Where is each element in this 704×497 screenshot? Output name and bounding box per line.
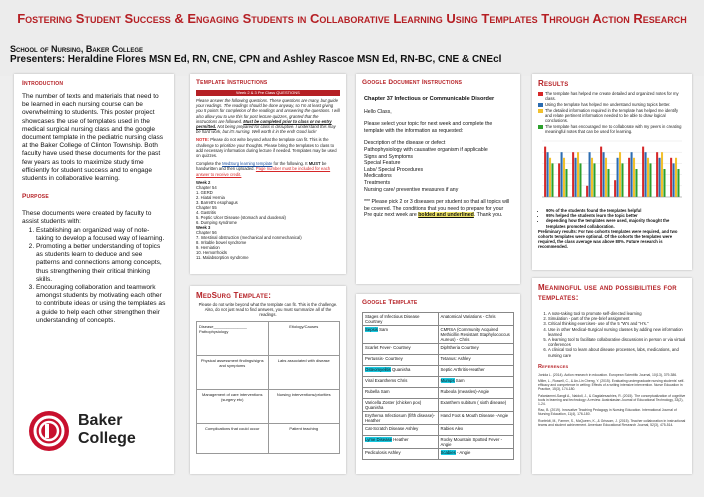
legend-swatch: [538, 109, 543, 113]
bar: [561, 152, 563, 197]
results-heading: Results: [538, 79, 569, 88]
topic-item: 11. Malabsorption syndrome: [196, 254, 249, 260]
google-template-panel: [356, 294, 520, 474]
student-name: Sam: [454, 378, 465, 383]
bar: [642, 147, 644, 197]
table-row: [197, 355, 340, 389]
topic-item: 2. Hiatal Hernia: [196, 194, 225, 200]
bar: [675, 158, 677, 197]
bar: [663, 169, 665, 197]
bar: [673, 163, 675, 197]
purpose-item: 2. Promoting a better understanding of topics as students learn to deduce and see patterns and connections among concepts, thus strengthening their critical thinking skills.: [36, 243, 166, 284]
bar: [586, 186, 588, 197]
medsurg-template-panel: [190, 286, 346, 474]
bar: [677, 169, 679, 197]
complete-red: Page number must be included for each answer to receive credit.: [196, 166, 331, 177]
bar: [659, 158, 661, 197]
bar: [670, 158, 672, 197]
legend-entry: [538, 124, 686, 134]
bar: [547, 152, 549, 197]
topic-item: 4. Gastritis: [196, 209, 217, 215]
meaningful-item: 6. A clinical tool to learn about disease processes, labs, medications, and nursing care: [548, 347, 686, 357]
legend-swatch: [538, 92, 543, 96]
complete-must: MUST: [308, 161, 321, 167]
legend-swatch: [538, 103, 543, 107]
poster-header: [0, 0, 704, 76]
highlighted-topic: Sepsis: [365, 327, 378, 332]
meaningful-item: 5. A learning tool to facilitate collaborative discussions in person or via virtual conferences: [548, 337, 686, 347]
table-cell[interactable]: Varicella Zoster (chicken pox) Quanisha: [363, 399, 439, 412]
table-cell[interactable]: Tetanus: Ashley: [438, 355, 514, 366]
results-prelim: Preliminary results: For two cohorts templates were required, and two cohorts templates were optional. Of the cohorts the templates were required, the class average was above 80%. Future research is recommended.: [538, 228, 678, 250]
student-name: Sam: [377, 327, 388, 332]
google-please: Please select your topic for next week and complete the template with the information as requested:: [364, 121, 493, 134]
medsurg-table: [196, 321, 340, 454]
logo-line2: College: [78, 430, 136, 447]
topic-item: 8. Irritable bowel syndrome: [196, 239, 247, 245]
table-cell[interactable]: Pediculosis Ashley: [363, 449, 439, 460]
bar: [614, 180, 616, 197]
results-legend: [538, 91, 686, 134]
google-note-text: *** Please pick 2 or 3 diseases per student so that all topics will be covered. The conditions that you need to prepare for your Pre quiz next week are: [364, 199, 510, 219]
bar: [579, 163, 581, 197]
table-cell[interactable]: Anatomical Variations - Chris: [438, 313, 514, 326]
introduction-text: The number of texts and materials that need to be learned in each nursing course can be overwhelming to students. This poster project showcases the use of templates used in the medical surgical nursing class and the google document template in the pediatric nursing class at the Baker College of Clinton Township. Both faculty have used these documents for the past few years as tools to maximize study time efficiently for student success and to engage students in collaborative learning.: [22, 93, 164, 183]
reference-item: Rao, B. (2019). Innovative Teaching Pedagogy in Nursing Education. International Journal of Nursing Education, 11(4), 176-180.: [538, 408, 677, 417]
purpose-heading: Purpose: [22, 193, 49, 201]
bar: [603, 152, 605, 197]
template-instructions-panel: [190, 74, 346, 274]
purpose-item: 1. Establishing an organized way of note-taking to develop a focused way of learning.: [36, 227, 166, 243]
medsurg-template-link[interactable]: MedSurg learning template: [222, 161, 273, 167]
bar: [607, 169, 609, 197]
list-item: Pathophysiology with causative organism if applicable: [364, 146, 488, 153]
table-cell[interactable]: [363, 326, 439, 344]
bar: [631, 152, 633, 197]
bar: [563, 158, 565, 197]
topic-item: 7. Intestinal obstruction (mechanical and nonmechanical): [196, 234, 302, 240]
google-note: [364, 199, 512, 219]
reference-item: Ronfeldt, M., Farmer, S., McQueen, K., & Grissom, J. (2015). Teacher collaboration in instructional teams and student achievement. American Educational Research Journal, 52(3), 475-514.: [538, 418, 686, 427]
table-cell[interactable]: Rabies Alex: [438, 425, 514, 436]
week-bar: Week 2 & 3 Pre Class QUESTIONS: [196, 90, 340, 96]
bar: [565, 169, 567, 197]
results-bar-chart: [538, 137, 686, 203]
note-paragraph: [196, 137, 340, 158]
table-cell[interactable]: Scarlet Fever- Courtney: [363, 344, 439, 355]
table-cell[interactable]: [438, 449, 514, 460]
table-cell[interactable]: Hand Foot & Mouth Disease -Angie: [438, 412, 514, 425]
table-cell[interactable]: Diphtheria Courtney: [438, 344, 514, 355]
table-cell[interactable]: Physical assessment findings/signs and symptoms: [197, 355, 269, 389]
table-cell[interactable]: Cat-Scratch Disease Ashley: [363, 425, 439, 436]
bar: [619, 152, 621, 197]
topic-item: 10. Hemorrhoids: [196, 249, 227, 255]
table-cell[interactable]: Patient teaching: [268, 423, 340, 453]
table-cell[interactable]: Pertussis- Courtney: [363, 355, 439, 366]
table-row: [363, 436, 514, 449]
bar: [549, 158, 551, 197]
instructions-end: Not being prepared for class is disruptive. I understand this may be hard work, but it's nursing. Well worth it in the end! Good luck!: [196, 124, 336, 135]
topic-list: [196, 180, 340, 260]
google-items: [364, 140, 512, 193]
bar: [628, 158, 630, 197]
topic-item: Chapter 54: [196, 184, 217, 190]
purpose-item: 3. Encouraging collaboration and teamwork amongst students by motivating each other to contribute ideas or using the templates as a guide to help each other strengthen their understanding of concepts.: [36, 284, 166, 325]
bar: [635, 169, 637, 197]
student-name: Heather: [392, 437, 409, 442]
complete-mid: for the following. It: [273, 161, 308, 167]
list-item: Special Feature: [364, 160, 401, 167]
meaningful-item: 2. Simulation - part of the pre-brief assignment: [548, 316, 686, 321]
purpose-list: [22, 227, 166, 325]
table-row: [363, 388, 514, 399]
reference-item: Miller, L., Russell, C., & An-Lin Cheng, Y. (2015). Evaluating undergraduate nursing students' self-efficacy and competence in writing: Effects of a writing intensive intervention. Nurse Education in Practice, 15(3), 174-180.: [538, 379, 685, 392]
poster-title: Fostering Student Success & Engaging Students in Collaborative Learning Using Templates Through Action Research: [17, 11, 687, 26]
references-heading: References: [538, 363, 569, 370]
topic-item: 6. Dumping syndrome: [196, 219, 237, 225]
legend-label: Using the template has helped me understand nursing topics better.: [545, 102, 671, 107]
google-chapter: Chapter 37 Infectious or Communicable Disorder: [364, 96, 495, 102]
table-row: [197, 423, 340, 453]
topic-item: 1. GERD: [196, 189, 213, 195]
reference-item: Jonida L. (2014). Action research in education. European Scientific Journal, 10(13), 379-386.: [538, 372, 678, 377]
bar: [605, 158, 607, 197]
table-row: [363, 344, 514, 355]
table-row: [197, 321, 340, 355]
student-name: - Angie: [455, 450, 471, 455]
table-row: [363, 449, 514, 460]
meaningful-item: 1. A note-taking tool to promote self-directed learning: [548, 311, 686, 316]
results-bullet: • 95% helped the students learn the topic better: [546, 213, 686, 218]
presenters: Presenters: Heraldine Flores MSN Ed, RN, CNE, CPN and Ashley Rascoe MSN Ed, RN-BC, CNE & CNEcl: [10, 54, 502, 65]
list-item: Treatments: [364, 179, 391, 186]
bar: [647, 158, 649, 197]
introduction-panel: [14, 74, 174, 474]
bar: [544, 147, 546, 197]
bar: [572, 152, 574, 197]
table-cell[interactable]: Management of care interventions (surgery etc): [197, 389, 269, 423]
table-row: [197, 389, 340, 423]
table-row: [363, 326, 514, 344]
bar: [645, 152, 647, 197]
google-hello: Hello Class,: [364, 108, 392, 115]
table-cell[interactable]: [438, 377, 514, 388]
meaningful-heading: Meaningful use and possibilities for templates:: [538, 283, 677, 302]
list-item: Nursing care/ preventive measures if any: [364, 186, 459, 193]
instructions-required: Must be completed prior to class or no entry permitted.: [196, 118, 332, 130]
bar: [591, 158, 593, 197]
bar: [617, 158, 619, 197]
bar: [589, 152, 591, 197]
bar: [575, 158, 577, 197]
highlighted-topic: Osteomyelitis: [365, 367, 391, 372]
meaningful-item: 3. Critical thinking exercises- use of the 5 "W's and "H's.": [548, 321, 686, 326]
references-list: [538, 373, 686, 427]
bar: [621, 163, 623, 197]
topic-item: Chapter 56: [196, 229, 217, 235]
table-cell[interactable]: Rubella Sam: [363, 388, 439, 399]
table-row: [363, 412, 514, 425]
bar: [661, 152, 663, 197]
list-item: Labs/ Special Procedures: [364, 166, 424, 173]
legend-entry: [538, 91, 686, 101]
google-thanks: . Thank you.: [473, 212, 503, 219]
topic-item: 9. Herniation: [196, 244, 220, 250]
google-doc: [362, 96, 514, 219]
table-row: [363, 355, 514, 366]
school-name: School of Nursing, Baker College: [10, 44, 144, 54]
list-item: Medications: [364, 173, 392, 180]
table-row: [363, 313, 514, 326]
table-cell[interactable]: Etiology/Causes: [268, 321, 340, 355]
list-item: Description of the disease or defect: [364, 140, 446, 147]
google-note-highlight: bolded and underlined: [418, 212, 474, 219]
note-text: Please do not write beyond what the template can fit. This is the challenge to prioritize your thoughts. Please bring the templates to class to add necessary information during lecture if needed. Templates may be used on quizzes.: [196, 137, 337, 159]
table-cell[interactable]: CMRSA (Community Acquired Methicillin Resistant Staphylococcus Aureus) - Chris: [438, 326, 514, 344]
table-cell[interactable]: Stages of Infectious Disease Courtney: [363, 313, 439, 326]
logo-line1: Baker: [78, 412, 123, 429]
note-label: NOTE:: [196, 137, 210, 143]
bar: [656, 152, 658, 197]
table-cell[interactable]: [363, 366, 439, 377]
results-panel: [532, 74, 692, 270]
meaningful-list: [538, 311, 686, 358]
google-template-table: [362, 312, 514, 460]
bar: [577, 152, 579, 197]
table-cell[interactable]: [363, 436, 439, 449]
results-bullets: [538, 208, 686, 229]
table-cell[interactable]: Erythema Infectiosum (fifth disease)-Heather: [363, 412, 439, 425]
legend-label: The template has encouraged me to collaborate with my peers in creating meaningful notes that can be used for learning.: [545, 124, 682, 134]
bar: [558, 163, 560, 197]
topic-item: 3. Barrett's esophagus: [196, 199, 238, 205]
table-cell[interactable]: Rocky Mountain Spotted Fever -Angie: [438, 436, 514, 449]
logo-seal-icon: [28, 410, 70, 452]
instructions-paragraph: [196, 98, 340, 134]
template-instructions-heading: Template Instructions: [196, 79, 268, 86]
table-row: [363, 399, 514, 412]
reference-item: Palaniammi-Sangil A., Naidoll, J., & Gagdalesachies, R. (2015). The conceptualization of cognitive tools in learning and technology: A review. Australasian Journal of Educational Technology, 33(2), 1-24.: [538, 393, 686, 407]
table-cell[interactable]: Viral Exanthems Chris: [363, 377, 439, 388]
bar: [551, 163, 553, 197]
google-instructions-panel: [356, 74, 520, 284]
medsurg-heading: MedSurg Template:: [196, 291, 272, 300]
medsurg-instructions: Please do not write beyond what the template can fit. This is the challenge. Also, do not just read to find answers, you must summarize all of the readings.: [198, 302, 338, 318]
legend-swatch: [538, 125, 543, 129]
highlighted-topic: Lyme Disease: [365, 437, 393, 442]
baker-college-logo: [28, 406, 168, 458]
bar: [600, 147, 602, 197]
topic-item: Week 2: [196, 179, 211, 185]
complete-pre: Complete the: [196, 161, 221, 167]
legend-entry: [538, 108, 686, 123]
google-instructions-heading: Google Document Instructions: [362, 79, 463, 86]
table-row: [363, 425, 514, 436]
introduction-heading: Introduction: [22, 80, 64, 87]
table-cell[interactable]: Nursing interventions/priorities: [268, 389, 340, 423]
table-row: [363, 377, 514, 388]
table-cell[interactable]: Disease_______________ Pathophysiology: [197, 321, 269, 355]
highlighted-topic: Mumps: [440, 378, 455, 383]
topic-item: Week 3: [196, 224, 211, 230]
legend-entry: [538, 102, 686, 107]
bar: [633, 158, 635, 197]
highlighted-topic: Scabies: [440, 450, 456, 455]
table-cell[interactable]: Complications that could occur: [197, 423, 269, 453]
table-row: [363, 366, 514, 377]
purpose-intro: These documents were created by faculty to assist students with:: [22, 210, 152, 226]
instructions-text: Please answer the following questions. These questions are many, but guide your readings. The readings should be done anyway, so I'm at least giving you 5 points for completion of the readings and answering the questions. I will also allow you to use this for post lecture quizzes, granted that the instructions are followed.: [196, 98, 340, 124]
meaningful-item: 4. Use in other Medical-Surgical nursing classes by adding new information learned: [548, 327, 686, 337]
google-template-heading: Google Template: [362, 299, 418, 306]
legend-label: The detailed information required in the template has helped me identify and relate pertinent information needed to be able to draw logical conclusions.: [545, 108, 679, 123]
bar: [593, 163, 595, 197]
meaningful-use-panel: [532, 278, 692, 474]
table-cell[interactable]: Exanthem subitum ( sixth disease): [438, 399, 514, 412]
topic-item: Chapter 55: [196, 204, 217, 210]
table-cell[interactable]: Rubeola (measles)-Angie: [438, 388, 514, 399]
complete-paragraph: [196, 161, 340, 177]
complete-post: be handwritten and then uploaded.: [196, 161, 327, 172]
table-cell[interactable]: Labs associated with disease: [268, 355, 340, 389]
list-item: Signs and Symptoms: [364, 153, 414, 160]
legend-label: The template has helped me create detailed and organized notes for my class.: [545, 91, 679, 101]
results-bullet: • 90% of the students found the templates helpful: [546, 208, 686, 213]
table-cell[interactable]: Septic Arthritis-Heather: [438, 366, 514, 377]
results-bullet: • depending how the templates were used, majority thought the templates promoted collaboration.: [546, 218, 686, 228]
bar: [649, 163, 651, 197]
student-name: Quanisha: [390, 367, 411, 372]
topic-item: 5. Peptic Ulcer Disease (stomach and duodenal): [196, 214, 286, 220]
